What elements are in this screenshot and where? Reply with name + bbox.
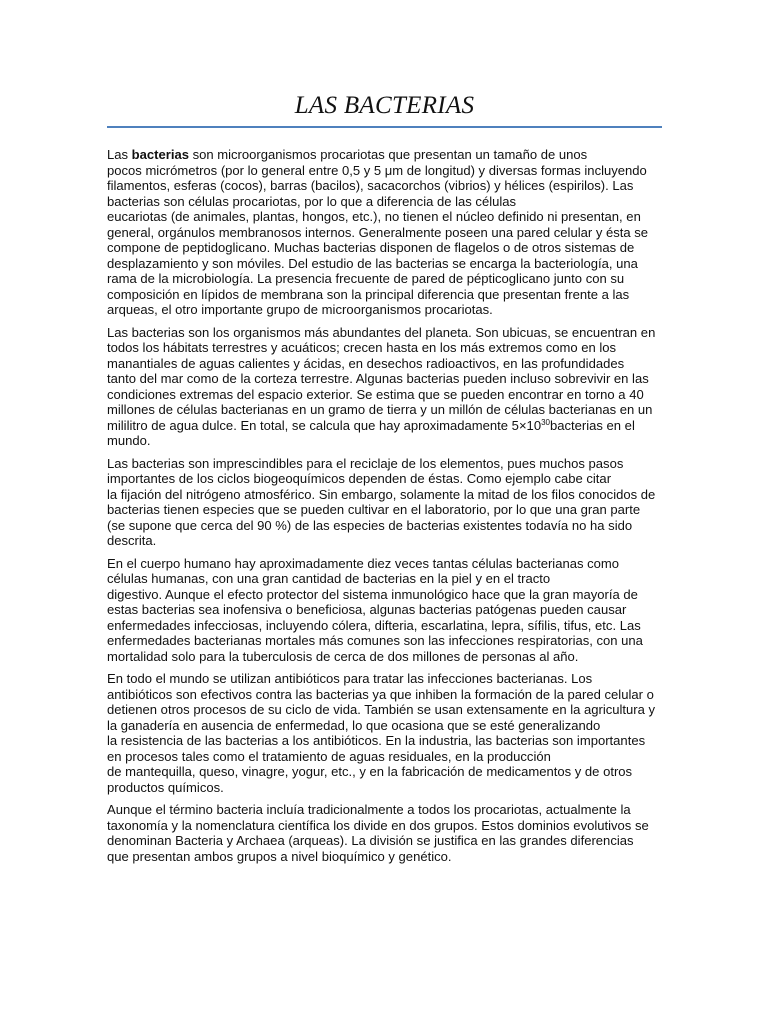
text-run: bacterias en el <box>549 417 635 433</box>
text-line: tanto del mar como de la corteza terrestre. Algunas bacterias pueden incluso sobrevivir en las <box>107 371 649 386</box>
document-body <box>107 147 667 871</box>
text-line: bacterias son células procariotas, por lo que a diferencia de las células <box>107 193 517 209</box>
text-line: todos los hábitats terrestres y acuáticos; crecen hasta en los más extremos como en los <box>107 340 617 355</box>
text-line: eucariotas (de animales, plantas, hongos, etc.), no tienen el núcleo definido ni presentan, en <box>107 209 641 224</box>
text-line <box>107 147 667 163</box>
text-line: que presentan ambos grupos a nivel bioquímico y genético. <box>107 848 452 864</box>
text-line: denominan Bacteria y Archaea (arqueas). La división se justifica en las grandes diferencias <box>107 833 634 848</box>
text-line <box>107 418 667 434</box>
text-line: productos químicos. <box>107 779 224 795</box>
text-line: millones de células bacterianas en un gramo de tierra y un millón de células bacterianas en un <box>107 402 653 417</box>
paragraph-6 <box>107 802 667 864</box>
text-line: taxonomía y la nomenclatura científica los divide en dos grupos. Estos dominios evolutivos se <box>107 817 649 833</box>
text-run: mililitro de agua dulce. En total, se calcula que hay aproximadamente 5×10 <box>107 417 542 433</box>
text-line: enfermedades infecciosas, incluyendo cólera, difteria, escarlatina, lepra, sífilis, tifus, etc. Las <box>107 617 641 633</box>
exponent: 30 <box>541 417 550 427</box>
title-underline <box>107 126 662 128</box>
text-line: descrita. <box>107 533 157 548</box>
text-line: desplazamiento y son móviles. Del estudio de las bacterias se encarga la bacteriología, una <box>107 255 638 271</box>
text-line: filamentos, esferas (cocos), barras (bacilos), sacacorchos (vibrios) y hélices (espirilos). Las <box>107 178 634 193</box>
text-line: En todo el mundo se utilizan antibióticos para tratar las infecciones bacterianas. Los <box>107 671 593 686</box>
text-line: mundo. <box>107 433 151 448</box>
text-run: Las <box>107 147 132 162</box>
text-line: En el cuerpo humano hay aproximadamente diez veces tantas células bacterianas como <box>107 555 620 571</box>
text-line: la resistencia de las bacterias a los antibióticos. En la industria, las bacterias son importantes <box>107 733 646 748</box>
text-line: estas bacterias sea inofensiva o beneficiosa, algunas bacterias patógenas pueden causar <box>107 602 627 617</box>
paragraph-4 <box>107 556 667 665</box>
text-line: (se supone que cerca del 90 %) de las especies de bacterias existentes todavía no ha sido <box>107 517 633 533</box>
text-line: manantiales de aguas calientes y ácidas, en desechos radioactivos, en las profundidades <box>107 355 625 371</box>
text-line: mortalidad solo para la tuberculosis de cerca de dos millones de personas al año. <box>107 648 579 664</box>
text-line: compone de peptidoglicano. Muchas bacterias disponen de flagelos o de otros sistemas de <box>107 240 635 255</box>
text-line: de mantequilla, queso, vinagre, yogur, etc., y en la fabricación de medicamentos y de otros <box>107 764 633 779</box>
text-line: arqueas, el otro importante grupo de microorganismos procariotas. <box>107 302 493 317</box>
bold-term: bacterias <box>131 147 189 162</box>
text-line: Aunque el término bacteria incluía tradicionalmente a todos los procariotas, actualmente la <box>107 802 631 817</box>
text-line: condiciones extremas del espacio exterior. Se estima que se pueden encontrar en torno a 40 <box>107 386 644 402</box>
page-title: LAS BACTERIAS <box>294 92 475 119</box>
text-line: digestivo. Aunque el efecto protector del sistema inmunológico hace que la gran mayoría de <box>107 586 638 602</box>
text-line: importantes de los ciclos biogeoquímicos dependen de éstas. Como ejemplo cabe citar <box>107 471 612 486</box>
text-line: general, orgánulos membranosos internos. Generalmente poseen una pared celular y ésta se <box>107 224 649 240</box>
text-run: son microorganismos procariotas que presentan un tamaño de unos <box>188 147 588 162</box>
paragraph-3 <box>107 456 667 549</box>
text-line: rama de la microbiología. La presencia frecuente de pared de pépticoglicano junto con su <box>107 271 625 286</box>
text-line: en procesos tales como el tratamiento de aguas residuales, en la producción <box>107 748 551 764</box>
text-line: Las bacterias son imprescindibles para el reciclaje de los elementos, pues muchos pasos <box>107 455 624 471</box>
text-line: la fijación del nitrógeno atmosférico. Sin embargo, solamente la mitad de los filos conocidos de <box>107 486 656 502</box>
text-line: antibióticos son efectivos contra las bacterias ya que inhiben la formación de la pared celular o <box>107 686 654 702</box>
paragraph-1 <box>107 147 667 318</box>
text-line: pocos micrómetros (por lo general entre 0,5 y 5 μm de longitud) y diversas formas incluyendo <box>107 162 647 178</box>
text-line: detienen otros procesos de su ciclo de vida. También se usan extensamente en la agricultura y <box>107 702 656 717</box>
text-line: composición en lípidos de membrana son la principal diferencia que presentan frente a las <box>107 286 630 302</box>
text-line: Las bacterias son los organismos más abundantes del planeta. Son ubicuas, se encuentran en <box>107 324 656 340</box>
text-line: enfermedades bacterianas mortales más comunes son las infecciones respiratorias, con una <box>107 633 643 648</box>
paragraph-2 <box>107 325 667 449</box>
paragraph-5 <box>107 671 667 795</box>
text-line: bacterias tienen especies que se pueden cultivar en el laboratorio, por lo que una gran parte <box>107 502 641 517</box>
text-line: la ganadería en ausencia de enfermedad, lo que ocasiona que se esté generalizando <box>107 717 601 733</box>
text-line: células humanas, con una gran cantidad de bacterias en la piel y en el tracto <box>107 571 551 586</box>
